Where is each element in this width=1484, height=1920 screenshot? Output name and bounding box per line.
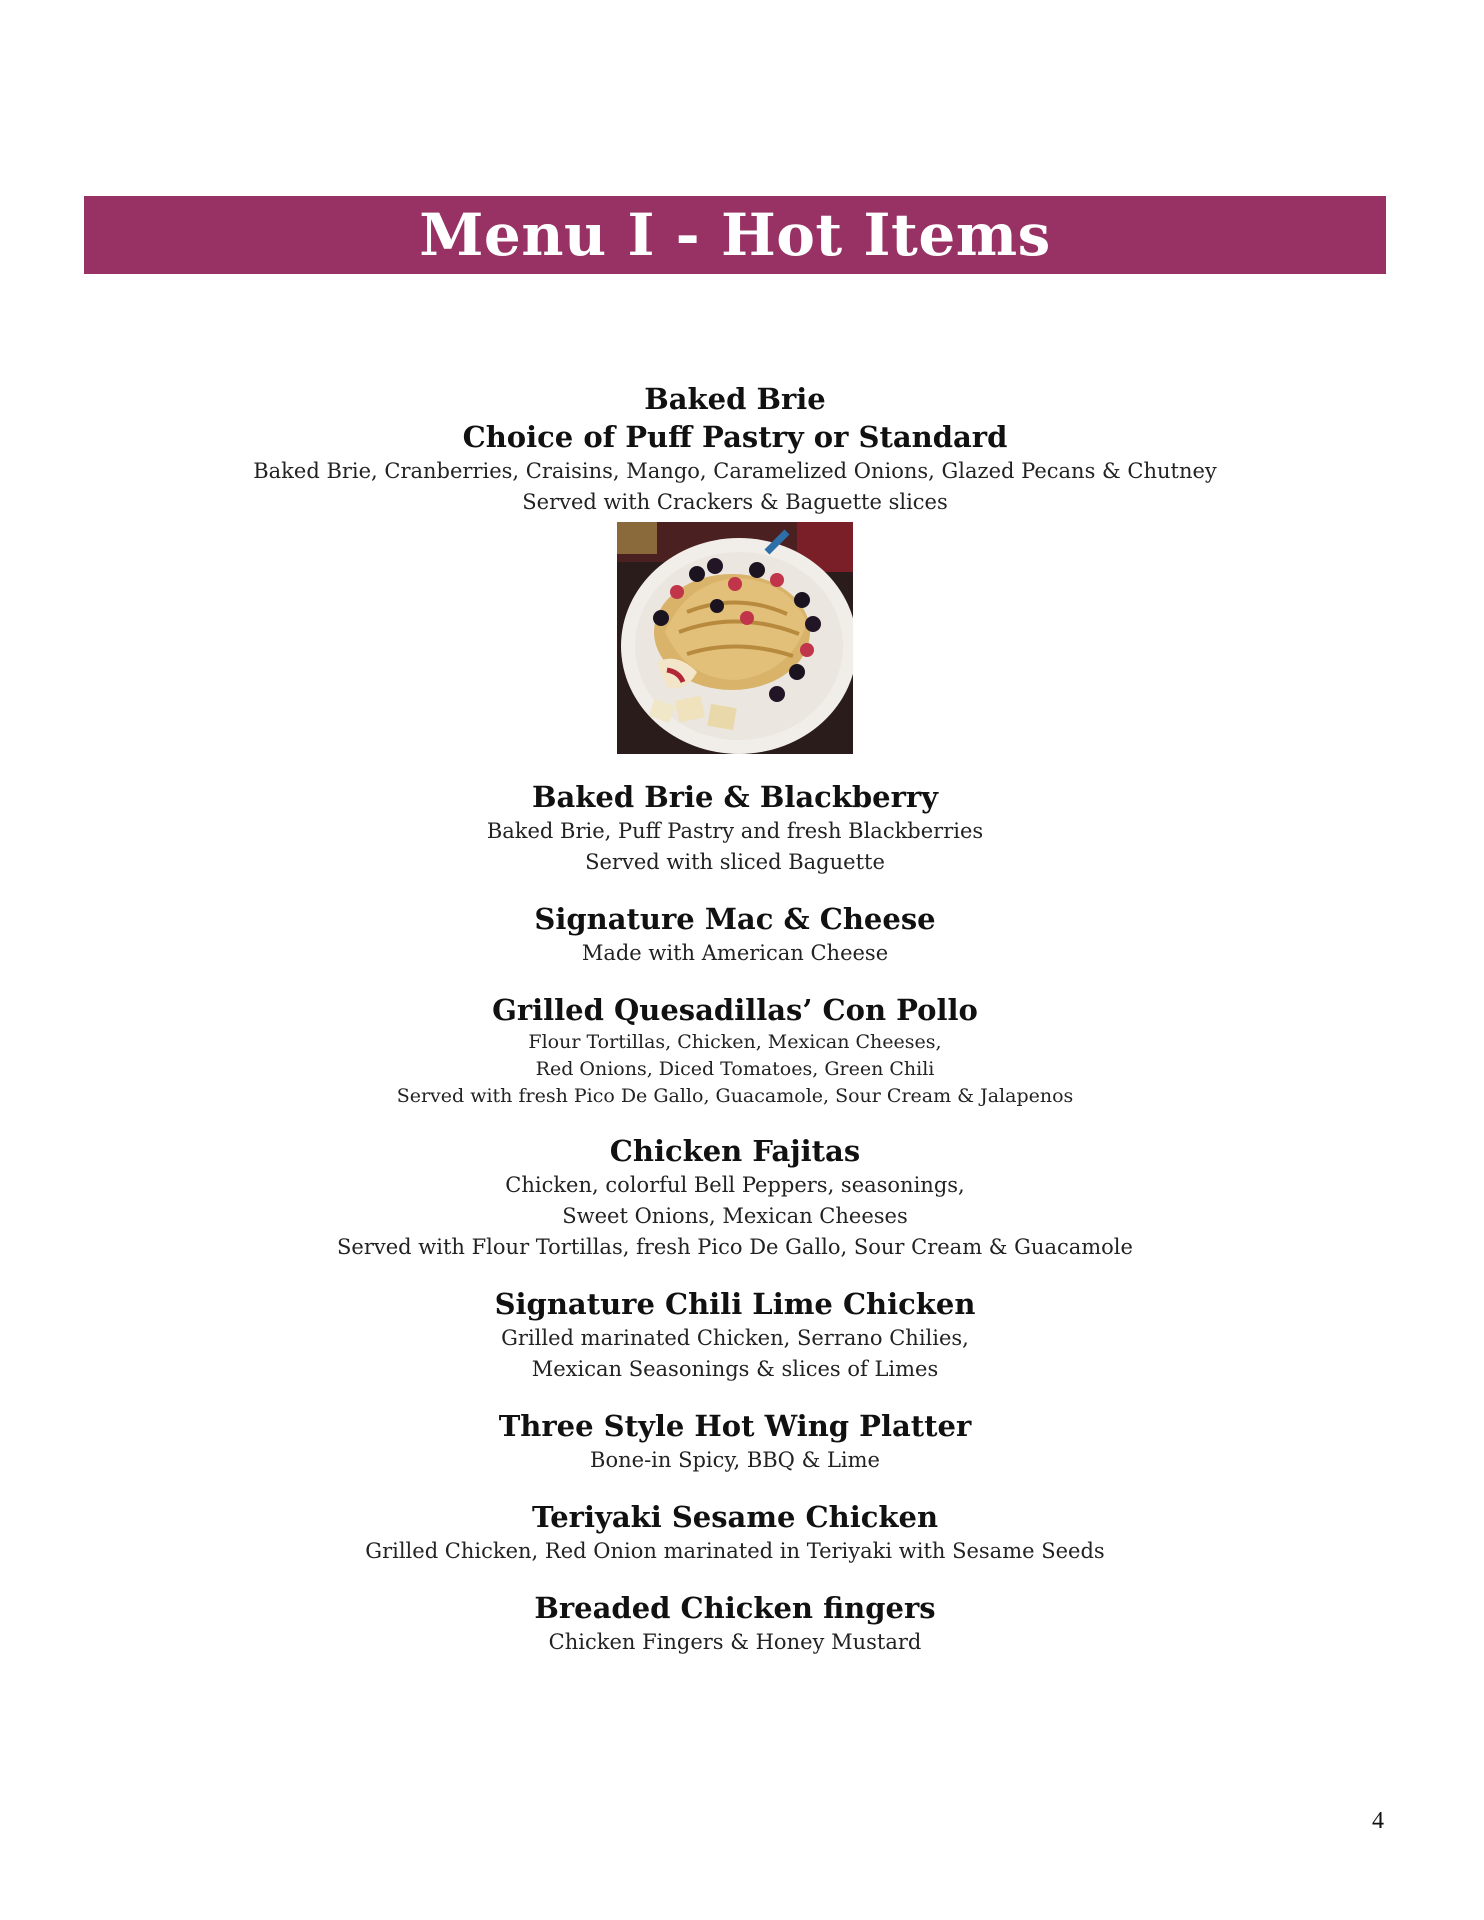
spacer (0, 1476, 1470, 1498)
menu-item-name: Grilled Quesadillas’ Con Pollo (492, 993, 978, 1027)
menu-item-description: Served with fresh Pico De Gallo, Guacamole, Sour Cream & Jalapenos (396, 1085, 1074, 1107)
spacer (0, 1567, 1470, 1589)
baked-brie-photo (617, 522, 853, 754)
menu-item-subtitle: Choice of Puff Pastry or Standard (462, 420, 1008, 454)
menu-item-hot-wing-platter (0, 1407, 1470, 1476)
menu-item-description: Served with Crackers & Baguette slices (522, 490, 948, 514)
menu-item-chicken-fingers (0, 1589, 1470, 1658)
menu-item-description: Made with American Cheese (581, 941, 889, 965)
menu-item-name: Chicken Fajitas (609, 1134, 861, 1168)
menu-item-chili-lime-chicken (0, 1285, 1470, 1385)
menu-item-name: Baked Brie (644, 382, 826, 416)
menu-item-description: Grilled marinated Chicken, Serrano Chilies, (501, 1326, 969, 1350)
menu-item-description: Red Onions, Diced Tomatoes, Green Chili (535, 1058, 935, 1080)
menu-item-name: Breaded Chicken fingers (534, 1591, 936, 1625)
spacer (0, 754, 1470, 778)
spacer (0, 1110, 1470, 1132)
menu-item-description: Bone-in Spicy, BBQ & Lime (590, 1448, 880, 1472)
menu-item-description: Chicken Fingers & Honey Mustard (548, 1630, 922, 1654)
menu-item-mac-cheese (0, 900, 1470, 969)
menu-item-description: Baked Brie, Cranberries, Craisins, Mango, Caramelized Onions, Glazed Pecans & Chutney (253, 459, 1217, 483)
spacer (0, 1263, 1470, 1285)
menu-item-baked-brie (0, 380, 1470, 754)
page-title: Menu I - Hot Items (419, 201, 1051, 269)
menu-item-description: Sweet Onions, Mexican Cheeses (562, 1204, 908, 1228)
spacer (0, 1385, 1470, 1407)
menu-item-name: Signature Mac & Cheese (534, 902, 936, 936)
menu-item-teriyaki-chicken (0, 1498, 1470, 1567)
spacer (0, 878, 1470, 900)
menu-item-description: Flour Tortillas, Chicken, Mexican Cheeses, (528, 1031, 942, 1053)
menu-item-name: Three Style Hot Wing Platter (498, 1409, 972, 1443)
menu-item-fajitas (0, 1132, 1470, 1263)
menu-list (0, 380, 1470, 1658)
title-banner (84, 196, 1386, 274)
page-number: 4 (1372, 1808, 1384, 1834)
menu-item-description: Chicken, colorful Bell Peppers, seasonings, (505, 1173, 965, 1197)
menu-item-description: Baked Brie, Puff Pastry and fresh Blackberries (486, 819, 984, 843)
menu-item-description: Grilled Chicken, Red Onion marinated in Teriyaki with Sesame Seeds (365, 1539, 1105, 1563)
menu-item-quesadillas (0, 991, 1470, 1110)
menu-item-name: Signature Chili Lime Chicken (494, 1287, 976, 1321)
spacer (0, 969, 1470, 991)
menu-item-description: Served with sliced Baguette (585, 850, 885, 874)
menu-item-name: Baked Brie & Blackberry (531, 780, 939, 814)
menu-item-description: Mexican Seasonings & slices of Limes (531, 1357, 939, 1381)
menu-item-description: Served with Flour Tortillas, fresh Pico De Gallo, Sour Cream & Guacamole (337, 1235, 1133, 1259)
menu-item-name: Teriyaki Sesame Chicken (531, 1500, 939, 1534)
menu-item-baked-brie-blackberry (0, 778, 1470, 878)
